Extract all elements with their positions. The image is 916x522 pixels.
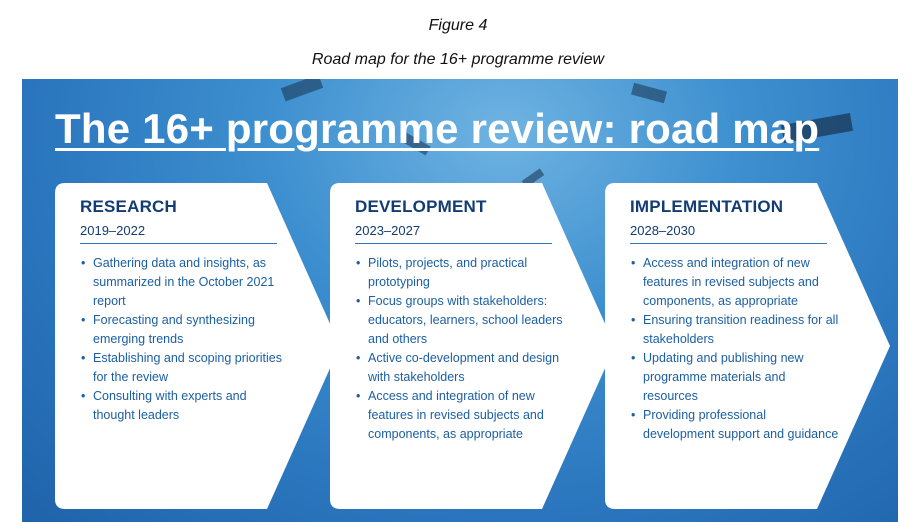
phase-years: 2028–2030	[630, 223, 827, 244]
phase-implementation	[605, 183, 893, 509]
phase-items	[630, 254, 840, 444]
phase-years: 2019–2022	[80, 223, 277, 244]
list-item: • Providing professional development support and guidance	[630, 406, 840, 444]
list-item: • Active co-development and design with stakeholders	[355, 349, 565, 387]
phase-name: RESEARCH	[80, 197, 178, 216]
roadmap-title: The 16+ programme review: road map	[55, 105, 820, 152]
graduation-cap-icon	[281, 79, 323, 101]
graduation-cap-icon	[631, 83, 667, 103]
list-item: • Establishing and scoping priorities for the review	[80, 349, 290, 387]
list-item: • Access and integration of new features in revised subjects and components, as appropriate	[355, 387, 565, 444]
list-item: • Ensuring transition readiness for all stakeholders	[630, 311, 840, 349]
list-item: • Updating and publishing new programme materials and resources	[630, 349, 840, 406]
list-item: • Consulting with experts and thought leaders	[80, 387, 290, 425]
phase-years: 2023–2027	[355, 223, 552, 244]
list-item: • Pilots, projects, and practical prototyping	[355, 254, 565, 292]
list-item: • Gathering data and insights, as summarized in the October 2021 report	[80, 254, 290, 311]
phase-name: DEVELOPMENT	[355, 197, 487, 216]
list-item: • Access and integration of new features in revised subjects and components, as appropriate	[630, 254, 840, 311]
phase-items	[355, 254, 565, 444]
list-item: • Focus groups with stakeholders: educators, learners, school leaders and others	[355, 292, 565, 349]
figure-title: Road map for the 16+ programme review	[311, 51, 605, 68]
phase-research	[55, 183, 343, 509]
phase-name: IMPLEMENTATION	[630, 197, 784, 216]
roadmap-banner	[22, 79, 898, 522]
list-item: • Forecasting and synthesizing emerging trends	[80, 311, 290, 349]
figure-label: Figure 4	[428, 17, 488, 34]
phase-development	[330, 183, 618, 509]
phase-items	[80, 254, 290, 425]
